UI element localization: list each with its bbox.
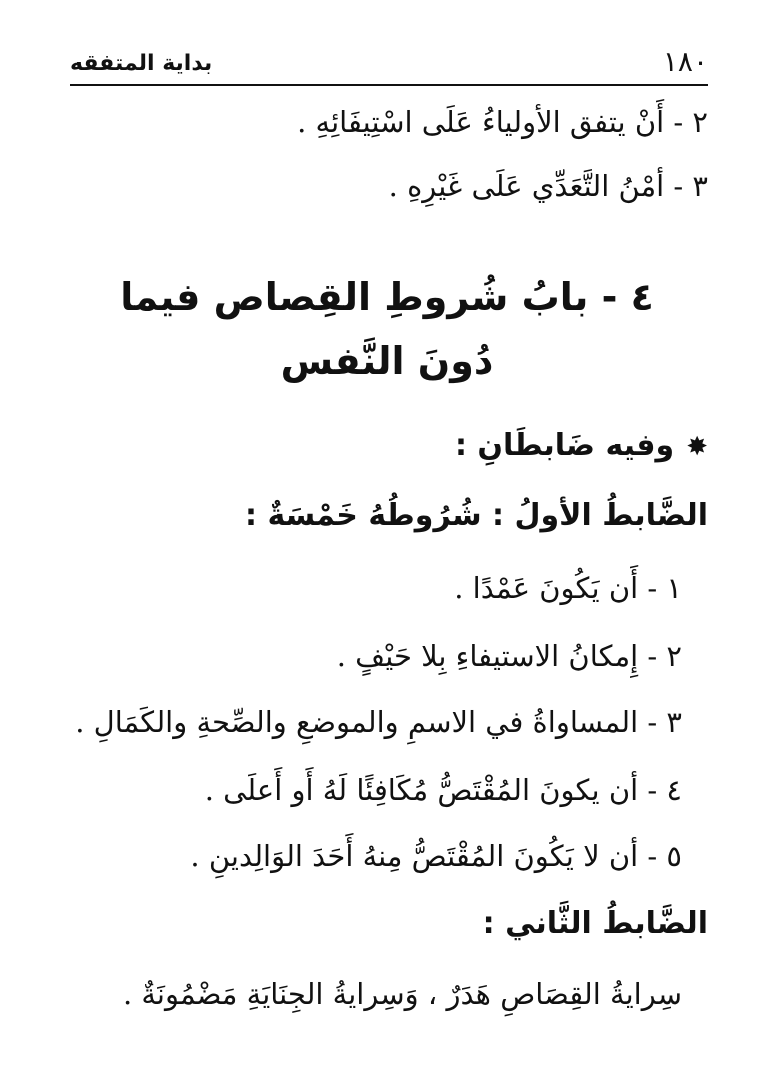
second-rule-text: سِرايةُ القِصَاصِ هَدَرٌ ، وَسِرايةُ الجِنَايَةِ مَضْمُونَةٌ . [122, 977, 682, 1011]
chapter-title-line-2: دُونَ النَّفس [280, 339, 494, 383]
rule-item-4: ٤ - أن يكونَ المُقْتَصُّ مُكَافِئًا لَهُ أَو أَعلَى . [204, 773, 682, 807]
rule-item-3: ٣ - المساواةُ في الاسمِ والموضعِ والصِّحةِ والكَمَالِ . [75, 705, 682, 739]
book-title: بداية المتفقه [70, 51, 213, 76]
rule-item-1: ١ - أَن يَكُونَ عَمْدًا . [454, 571, 682, 605]
rule-item-2: ٢ - إِمكانُ الاستيفاءِ بِلا حَيْفٍ . [336, 639, 682, 673]
intro-line [455, 424, 708, 469]
star-bullet-icon: ✸ [686, 432, 708, 462]
rule-item-5: ٥ - أن لا يَكُونَ المُقْتَصُّ مِنهُ أَحَدَ الوَالِدينِ . [190, 839, 682, 873]
intro-text: وفيه ضَابطَانِ : [454, 428, 675, 463]
condition-item-3: ٣ - أمْنُ التَّعَدِّي عَلَى غَيْرِهِ . [388, 169, 708, 203]
page-number: ١٨٠ [662, 45, 708, 78]
first-rule-title: الضَّابطُ الأولُ : شُرُوطُهُ خَمْسَةٌ : [245, 498, 708, 533]
running-header [70, 44, 708, 86]
condition-item-2: ٢ - أَنْ يتفق الأولياءُ عَلَى اسْتِيفَائِهِ . [297, 105, 708, 139]
second-rule-title: الضَّابطُ الثَّاني : [482, 906, 708, 941]
chapter-title-line-1: ٤ - بابُ شُروطِ القِصاص فيما [120, 275, 654, 319]
